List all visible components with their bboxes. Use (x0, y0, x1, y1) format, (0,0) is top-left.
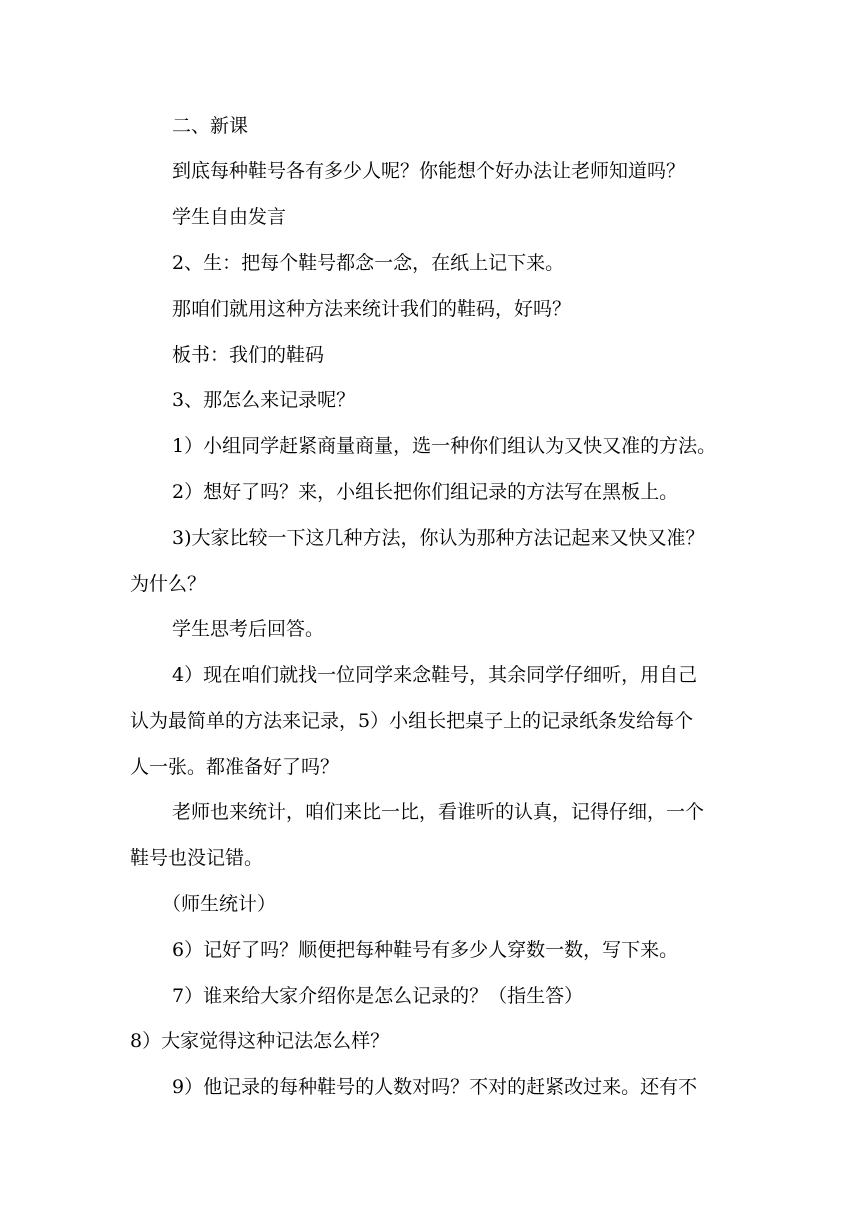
paragraph-line: 认为最简单的方法来记录，5）小组长把桌子上的记录纸条发给每个 (130, 710, 694, 732)
paragraph-line: 3)大家比较一下这几种方法，你认为那种方法记起来又快又准？ (172, 527, 705, 549)
paragraph-line: 2）想好了吗？来，小组长把你们组记录的方法写在黑板上。 (172, 481, 679, 503)
paragraph-line: 4）现在咱们就找一位同学来念鞋号，其余同学仔细听，用自己 (172, 664, 698, 686)
section-heading: 二、新课 (172, 115, 249, 137)
paragraph-line: 学生思考后回答。 (172, 618, 325, 640)
paragraph-line: 鞋号也没记错。 (130, 847, 264, 869)
paragraph-line: 学生自由发言 (172, 206, 287, 228)
paragraph-line: 2、生：把每个鞋号都念一念，在纸上记下来。 (172, 252, 565, 274)
paragraph-line: （师生统计） (162, 893, 277, 915)
paragraph-line: 人一张。都准备好了吗？ (130, 756, 340, 778)
paragraph-line: 7）谁来给大家介绍你是怎么记录的？（指生答） (172, 985, 584, 1007)
paragraph-line: 6）记好了吗？顺便把每种鞋号有多少人穿数一数，写下来。 (172, 939, 679, 961)
paragraph-line: 那咱们就用这种方法来统计我们的鞋码，好吗？ (172, 298, 572, 320)
paragraph-line: 老师也来统计，咱们来比一比，看谁听的认真，记得仔细，一个 (172, 801, 705, 823)
paragraph-line: 8）大家觉得这种记法怎么样？ (130, 1030, 390, 1052)
paragraph-line: 1）小组同学赶紧商量商量，选一种你们组认为又快又准的方法。 (172, 435, 717, 457)
paragraph-line: 为什么？ (130, 573, 207, 595)
paragraph-line: 板书：我们的鞋码 (172, 344, 325, 366)
paragraph-line: 3、那怎么来记录呢？ (172, 389, 356, 411)
paragraph-line: 到底每种鞋号各有多少人呢？你能想个好办法让老师知道吗？ (172, 160, 686, 182)
paragraph-line: 9）他记录的每种鞋号的人数对吗？不对的赶紧改过来。还有不 (172, 1076, 698, 1098)
